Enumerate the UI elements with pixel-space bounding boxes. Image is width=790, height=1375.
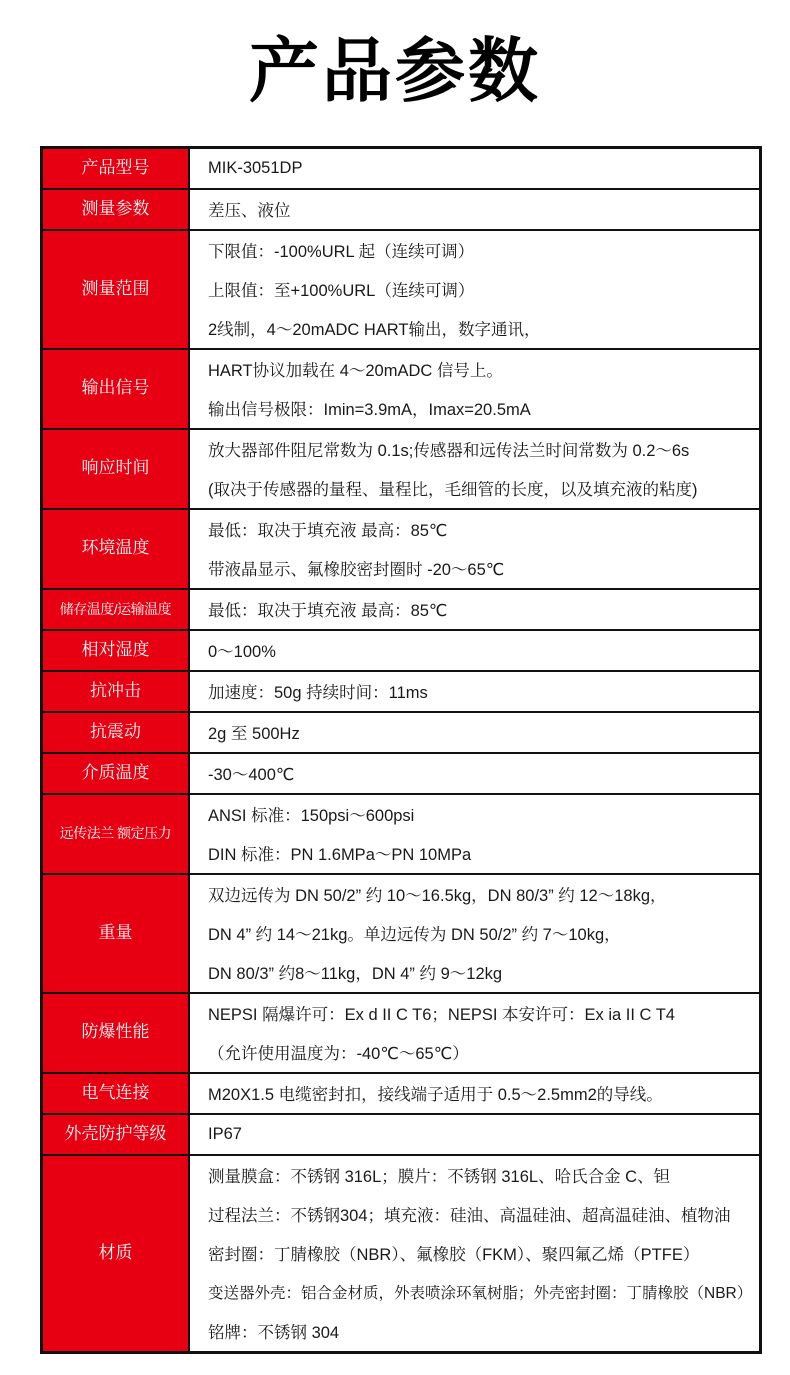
spec-value-line: 带液晶显示、氟橡胶密封圈时 -20～65℃: [208, 561, 505, 579]
table-row: [43, 188, 759, 229]
table-row: [43, 588, 759, 629]
spec-value: [190, 149, 759, 188]
spec-value-line: 差压、液位: [208, 202, 291, 220]
spec-value-line: DN 80/3” 约8～11kg，DN 4” 约 9～12kg: [208, 965, 503, 983]
spec-value: [190, 631, 759, 670]
spec-value: [190, 795, 759, 873]
spec-value-line: 密封圈：丁腈橡胶（NBR）、氟橡胶（FKM）、聚四氟乙烯（PTFE）: [208, 1246, 700, 1264]
spec-value-line: DIN 标准：PN 1.6MPa～PN 10MPa: [208, 846, 472, 864]
table-row: [43, 711, 759, 752]
spec-label: 电气连接: [43, 1074, 190, 1113]
spec-value-line: 0～100%: [208, 643, 276, 661]
table-row: [43, 793, 759, 873]
spec-value-line: HART协议加载在 4～20mADC 信号上。: [208, 362, 503, 380]
spec-label: 测量参数: [43, 190, 190, 229]
table-row: [43, 348, 759, 428]
spec-value-line: 双边远传为 DN 50/2” 约 10～16.5kg，DN 80/3” 约 12～18kg，: [208, 887, 667, 905]
spec-value: [190, 510, 759, 588]
spec-value-line: M20X1.5 电缆密封扣，接线端子适用于 0.5～2.5mm2的导线。: [208, 1086, 663, 1104]
spec-label: 储存温度/运输温度: [43, 590, 190, 629]
spec-value: [190, 1115, 759, 1154]
page-title: 产品参数: [249, 32, 541, 110]
table-row: [43, 752, 759, 793]
spec-value-line: 上限值：至+100%URL（连续可调）: [208, 282, 475, 300]
spec-label: 外壳防护等级: [43, 1115, 190, 1154]
spec-value: [190, 875, 759, 992]
spec-value-line: 变送器外壳：铝合金材质，外表喷涂环氧树脂；外壳密封圈：丁腈橡胶（NBR）: [208, 1285, 753, 1302]
table-row: [43, 508, 759, 588]
spec-label: 响应时间: [43, 430, 190, 508]
spec-label: 相对湿度: [43, 631, 190, 670]
table-row: [43, 992, 759, 1072]
spec-value-line: 过程法兰：不锈钢304；填充液：硅油、高温硅油、超高温硅油、植物油: [208, 1207, 731, 1225]
spec-value: [190, 1074, 759, 1113]
spec-value: [190, 190, 759, 229]
spec-value: [190, 754, 759, 793]
spec-value: [190, 350, 759, 428]
table-row: [43, 229, 759, 348]
spec-label: 输出信号: [43, 350, 190, 428]
table-row: [43, 873, 759, 992]
table-row: [43, 428, 759, 508]
spec-label: 产品型号: [43, 149, 190, 188]
spec-label: 防爆性能: [43, 994, 190, 1072]
spec-value-line: 放大器部件阻尼常数为 0.1s;传感器和远传法兰时间常数为 0.2～6s: [208, 442, 690, 460]
table-row: [43, 670, 759, 711]
spec-label: 抗震动: [43, 713, 190, 752]
spec-value-line: 铭牌：不锈钢 304: [208, 1324, 340, 1342]
table-row: [43, 1072, 759, 1113]
spec-value-line: 加速度：50g 持续时间：11ms: [208, 684, 428, 702]
table-row: [43, 1154, 759, 1351]
spec-value-line: 2线制，4～20mADC HART输出，数字通讯，: [208, 321, 541, 339]
spec-value-line: （允许使用温度为：-40℃～65℃）: [208, 1045, 469, 1063]
spec-value-line: -30～400℃: [208, 766, 295, 784]
spec-table: [40, 146, 762, 1354]
spec-value-line: MIK-3051DP: [208, 158, 303, 177]
table-row: [43, 149, 759, 188]
spec-value-line: IP67: [208, 1124, 242, 1143]
spec-value-line: NEPSI 隔爆许可：Ex d II C T6；NEPSI 本安许可：Ex ia II C T4: [208, 1006, 675, 1024]
spec-value: [190, 672, 759, 711]
spec-value: [190, 1156, 759, 1351]
spec-value: [190, 713, 759, 752]
spec-value-line: 2g 至 500Hz: [208, 725, 300, 743]
spec-label: 介质温度: [43, 754, 190, 793]
spec-value: [190, 994, 759, 1072]
spec-label: 材质: [43, 1156, 190, 1351]
table-row: [43, 629, 759, 670]
spec-value-line: 输出信号极限：Imin=3.9mA，Imax=20.5mA: [208, 401, 531, 419]
spec-label: 重量: [43, 875, 190, 992]
spec-value-line: 测量膜盒：不锈钢 316L；膜片：不锈钢 316L、哈氏合金 C、钽: [208, 1168, 671, 1186]
spec-value-line: (取决于传感器的量程、量程比，毛细管的长度，以及填充液的粘度): [208, 481, 698, 499]
spec-value: [190, 231, 759, 348]
spec-value-line: DN 4” 约 14～21kg。单边远传为 DN 50/2” 约 7～10kg，: [208, 926, 621, 944]
spec-value: [190, 430, 759, 508]
spec-label: 环境温度: [43, 510, 190, 588]
spec-value-line: 最低：取决于填充液 最高：85℃: [208, 522, 448, 540]
spec-label: 测量范围: [43, 231, 190, 348]
spec-value-line: 下限值：-100%URL 起（连续可调）: [208, 243, 475, 261]
spec-value-line: ANSI 标准：150psi～600psi: [208, 807, 415, 825]
table-row: [43, 1113, 759, 1154]
spec-label: 远传法兰 额定压力: [43, 795, 190, 873]
spec-value-line: 最低：取决于填充液 最高：85℃: [208, 602, 448, 620]
spec-label: 抗冲击: [43, 672, 190, 711]
spec-value: [190, 590, 759, 629]
